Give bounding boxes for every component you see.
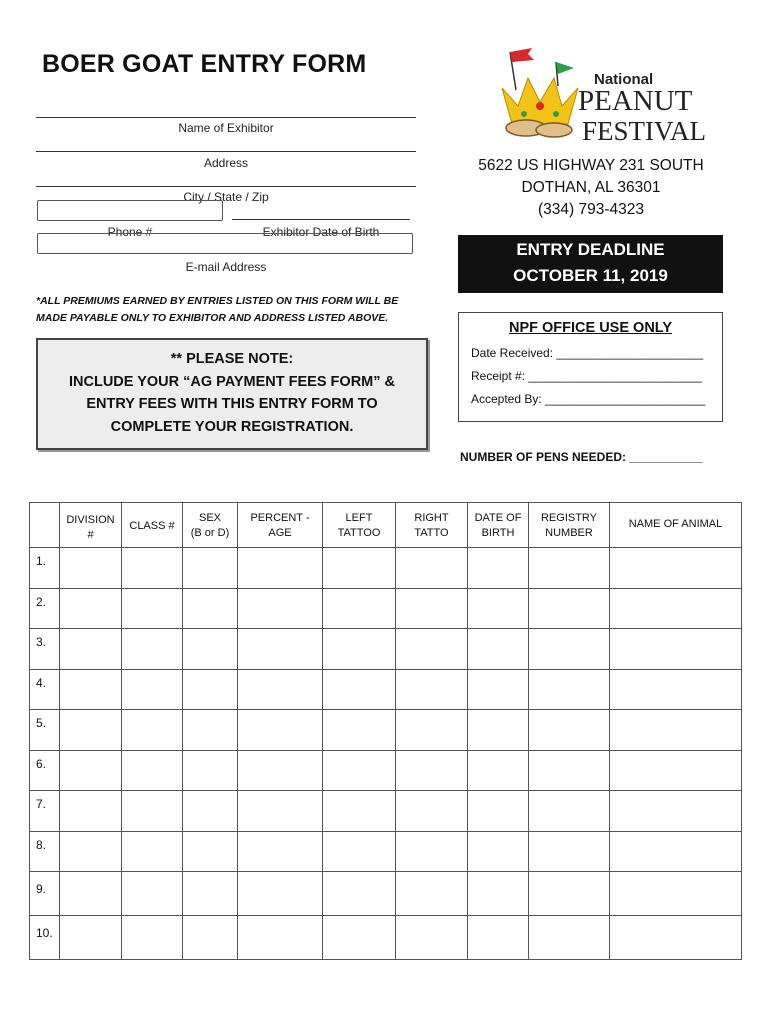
cell-date-of-birth[interactable] — [468, 669, 529, 710]
cell-right-tattoo[interactable] — [396, 750, 468, 791]
address-line[interactable] — [36, 151, 416, 152]
cell-division[interactable] — [60, 669, 122, 710]
cell-registry-number[interactable] — [529, 669, 610, 710]
address-line2: DOTHAN, AL 36301 — [521, 179, 661, 196]
cell-division[interactable] — [60, 588, 122, 629]
cell-percent-age[interactable] — [238, 750, 323, 791]
cell-name-of-animal[interactable] — [610, 916, 742, 960]
cell-percent-age[interactable] — [238, 548, 323, 589]
cell-class[interactable] — [122, 872, 183, 916]
cell-right-tattoo[interactable] — [396, 669, 468, 710]
green-flag-icon — [556, 62, 574, 74]
cell-name-of-animal[interactable] — [610, 548, 742, 589]
cell-registry-number[interactable] — [529, 629, 610, 670]
cell-division[interactable] — [60, 791, 122, 832]
note-line2: INCLUDE YOUR “AG PAYMENT FEES FORM” & — [68, 373, 395, 390]
premium-notice-line1: *ALL PREMIUMS EARNED BY ENTRIES LISTED ON THIS FORM WILL BE — [36, 295, 399, 307]
cell-right-tattoo[interactable] — [396, 831, 468, 872]
cell-left-tattoo[interactable] — [323, 669, 396, 710]
cell-percent-age[interactable] — [238, 669, 323, 710]
phone-label: Phone # — [107, 225, 153, 239]
cell-name-of-animal[interactable] — [610, 710, 742, 751]
exhibitor-dob-line[interactable] — [232, 219, 410, 220]
table-row — [30, 750, 742, 791]
address-label: Address — [203, 156, 249, 170]
cell-left-tattoo[interactable] — [323, 831, 396, 872]
cell-class[interactable] — [122, 588, 183, 629]
cell-percent-age[interactable] — [238, 791, 323, 832]
cell-left-tattoo[interactable] — [323, 588, 396, 629]
row-number: 5. — [30, 710, 60, 751]
accepted-by-field: Accepted By: ________________________ — [471, 392, 706, 406]
table-row — [30, 548, 742, 589]
cell-division[interactable] — [60, 548, 122, 589]
row-number: 9. — [30, 872, 60, 916]
header-sex: SEX (B or D) — [183, 503, 238, 548]
header-left-tattoo: LEFT TATTOO — [323, 503, 396, 548]
header-name-of-animal: NAME OF ANIMAL — [610, 503, 742, 548]
cell-name-of-animal[interactable] — [610, 791, 742, 832]
cell-left-tattoo[interactable] — [323, 916, 396, 960]
cell-left-tattoo[interactable] — [323, 872, 396, 916]
entry-deadline-box — [458, 235, 723, 293]
cell-date-of-birth[interactable] — [468, 872, 529, 916]
header-class: CLASS # — [122, 503, 183, 548]
cell-right-tattoo[interactable] — [396, 588, 468, 629]
cell-registry-number[interactable] — [529, 548, 610, 589]
red-flag-icon — [510, 48, 534, 62]
deadline-date: OCTOBER 11, 2019 — [513, 266, 668, 285]
cell-sex[interactable] — [183, 791, 238, 832]
cell-date-of-birth[interactable] — [468, 831, 529, 872]
exhibitor-name-line[interactable] — [36, 117, 416, 118]
exhibitor-dob-label: Exhibitor Date of Birth — [262, 225, 380, 239]
row-number: 3. — [30, 629, 60, 670]
cell-sex[interactable] — [183, 588, 238, 629]
table-row — [30, 669, 742, 710]
cell-class[interactable] — [122, 831, 183, 872]
cell-right-tattoo[interactable] — [396, 791, 468, 832]
crown-icon — [502, 78, 578, 124]
cell-date-of-birth[interactable] — [468, 916, 529, 960]
cell-division[interactable] — [60, 750, 122, 791]
pens-needed-field[interactable]: NUMBER OF PENS NEEDED: ___________ — [460, 450, 703, 464]
cell-right-tattoo[interactable] — [396, 548, 468, 589]
premium-notice-line2: MADE PAYABLE ONLY TO EXHIBITOR AND ADDRESS LISTED ABOVE. — [36, 312, 389, 324]
cell-date-of-birth[interactable] — [468, 588, 529, 629]
national-peanut-festival-logo — [498, 44, 707, 148]
cell-left-tattoo[interactable] — [323, 629, 396, 670]
cell-date-of-birth[interactable] — [468, 629, 529, 670]
entries-table — [29, 502, 742, 960]
cell-registry-number[interactable] — [529, 588, 610, 629]
cell-name-of-animal[interactable] — [610, 588, 742, 629]
cell-percent-age[interactable] — [238, 588, 323, 629]
festival-address — [460, 155, 722, 221]
cell-date-of-birth[interactable] — [468, 548, 529, 589]
cell-division[interactable] — [60, 916, 122, 960]
cell-sex[interactable] — [183, 872, 238, 916]
cell-percent-age[interactable] — [238, 872, 323, 916]
cell-right-tattoo[interactable] — [396, 872, 468, 916]
cell-division[interactable] — [60, 831, 122, 872]
header-division: DIVISION # — [60, 503, 122, 548]
cell-registry-number[interactable] — [529, 791, 610, 832]
note-line4: COMPLETE YOUR REGISTRATION. — [110, 418, 354, 435]
cell-registry-number[interactable] — [529, 750, 610, 791]
cell-left-tattoo[interactable] — [323, 791, 396, 832]
cell-name-of-animal[interactable] — [610, 669, 742, 710]
cell-sex[interactable] — [183, 669, 238, 710]
cell-right-tattoo[interactable] — [396, 710, 468, 751]
cell-name-of-animal[interactable] — [610, 750, 742, 791]
table-row — [30, 629, 742, 670]
header-date-of-birth: DATE OF BIRTH — [468, 503, 529, 548]
table-row — [30, 916, 742, 960]
table-header-row — [30, 503, 742, 548]
cell-class[interactable] — [122, 791, 183, 832]
cell-registry-number[interactable] — [529, 710, 610, 751]
cell-right-tattoo[interactable] — [396, 629, 468, 670]
logo-word-festival: FESTIVAL — [582, 116, 707, 146]
office-use-heading: NPF OFFICE USE ONLY — [508, 320, 672, 336]
city-state-zip-label: City / State / Zip — [183, 190, 269, 204]
table-row — [30, 872, 742, 916]
cell-left-tattoo[interactable] — [323, 548, 396, 589]
cell-class[interactable] — [122, 710, 183, 751]
cell-percent-age[interactable] — [238, 916, 323, 960]
logo-word-national: National — [594, 71, 654, 88]
address-phone: (334) 793-4323 — [538, 201, 644, 218]
note-line1: ** PLEASE NOTE: — [170, 351, 294, 367]
table-row — [30, 588, 742, 629]
cell-name-of-animal[interactable] — [610, 872, 742, 916]
row-number: 10. — [30, 916, 60, 960]
cell-sex[interactable] — [183, 548, 238, 589]
cell-class[interactable] — [122, 669, 183, 710]
cell-division[interactable] — [60, 872, 122, 916]
row-number: 8. — [30, 831, 60, 872]
cell-registry-number[interactable] — [529, 831, 610, 872]
date-received-field: Date Received: ______________________ — [471, 346, 704, 360]
form-title: BOER GOAT ENTRY FORM — [42, 50, 367, 78]
cell-name-of-animal[interactable] — [610, 629, 742, 670]
cell-class[interactable] — [122, 916, 183, 960]
row-number: 1. — [30, 548, 60, 589]
cell-division[interactable] — [60, 710, 122, 751]
cell-registry-number[interactable] — [529, 872, 610, 916]
row-number: 6. — [30, 750, 60, 791]
cell-sex[interactable] — [183, 750, 238, 791]
cell-sex[interactable] — [183, 831, 238, 872]
cell-left-tattoo[interactable] — [323, 750, 396, 791]
cell-division[interactable] — [60, 629, 122, 670]
header-blank — [30, 503, 60, 548]
table-row — [30, 710, 742, 751]
exhibitor-name-label: Name of Exhibitor — [178, 121, 274, 135]
phone-field[interactable] — [37, 200, 223, 221]
cell-class[interactable] — [122, 548, 183, 589]
cell-percent-age[interactable] — [238, 629, 323, 670]
cell-left-tattoo[interactable] — [323, 710, 396, 751]
cell-sex[interactable] — [183, 916, 238, 960]
email-field[interactable] — [37, 233, 413, 254]
cell-date-of-birth[interactable] — [468, 791, 529, 832]
table-row — [30, 791, 742, 832]
row-number: 7. — [30, 791, 60, 832]
cell-name-of-animal[interactable] — [610, 831, 742, 872]
cell-sex[interactable] — [183, 710, 238, 751]
row-number: 4. — [30, 669, 60, 710]
row-number: 2. — [30, 588, 60, 629]
address-line1: 5622 US HIGHWAY 231 SOUTH — [478, 157, 704, 174]
cell-date-of-birth[interactable] — [468, 750, 529, 791]
cell-right-tattoo[interactable] — [396, 916, 468, 960]
logo-word-peanut: PEANUT — [578, 85, 693, 117]
cell-class[interactable] — [122, 629, 183, 670]
email-label: E-mail Address — [185, 260, 267, 274]
office-use-box — [458, 312, 723, 422]
city-state-zip-line[interactable] — [36, 186, 416, 187]
cell-class[interactable] — [122, 750, 183, 791]
cell-percent-age[interactable] — [238, 710, 323, 751]
premium-notice — [36, 293, 436, 327]
cell-sex[interactable] — [183, 629, 238, 670]
deadline-label: ENTRY DEADLINE — [516, 240, 665, 259]
receipt-field: Receipt #: __________________________ — [471, 369, 702, 383]
header-right-tattoo: RIGHT TATTO — [396, 503, 468, 548]
please-note-box — [36, 338, 428, 450]
cell-percent-age[interactable] — [238, 831, 323, 872]
table-row — [30, 831, 742, 872]
cell-registry-number[interactable] — [529, 916, 610, 960]
header-percent-age: PERCENT - AGE — [238, 503, 323, 548]
header-registry-number: REGISTRY NUMBER — [529, 503, 610, 548]
note-line3: ENTRY FEES WITH THIS ENTRY FORM TO — [86, 396, 378, 412]
cell-date-of-birth[interactable] — [468, 710, 529, 751]
